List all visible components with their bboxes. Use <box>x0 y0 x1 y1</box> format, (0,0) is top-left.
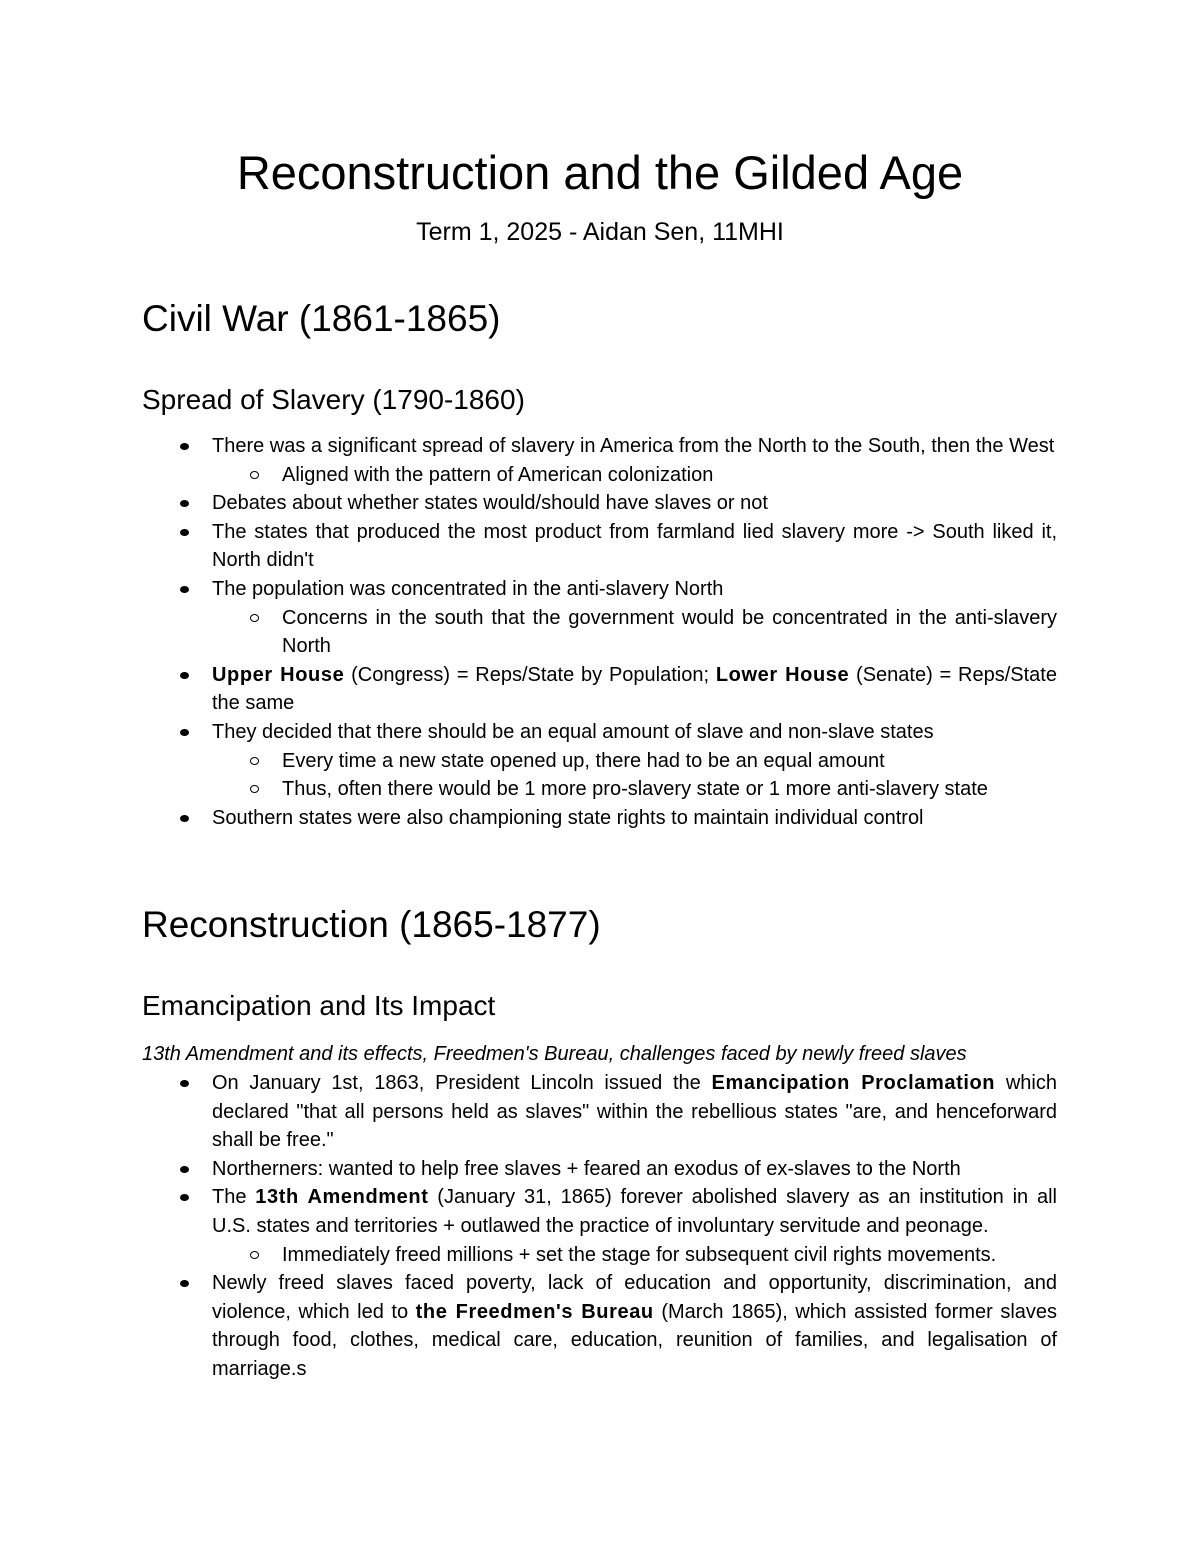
bullet-icon <box>180 1280 189 1287</box>
list-item: Concerns in the south that the government would be concentrated in the anti-slavery North <box>282 604 1057 661</box>
list-item: Southern states were also championing state rights to maintain individual control <box>212 804 1057 833</box>
section-summary: 13th Amendment and its effects, Freedmen's Bureau, challenges faced by newly freed slaves <box>142 1043 967 1065</box>
bullet-icon <box>180 586 189 593</box>
bullet-icon <box>180 500 189 507</box>
term-lower-house: Lower House <box>715 663 850 686</box>
bullet-icon <box>180 443 189 450</box>
emancipation-list <box>0 1069 1200 1384</box>
list-item: There was a significant spread of slavery in America from the North to the South, then the West <box>212 432 1057 461</box>
heading-emancipation: Emancipation and Its Impact <box>142 990 496 1021</box>
list-item: Newly freed slaves faced poverty, lack of education and opportunity, discrimination, and violence, which led to the Freedmen's Bureau (March 1865), which assisted former slaves through food, clothes, medical care, education, reunition of families, and legalisation of marriage.s <box>212 1269 1057 1383</box>
circle-bullet-icon <box>250 1251 259 1259</box>
list-item: Debates about whether states would/should have slaves or not <box>212 489 1057 518</box>
bullet-icon <box>180 1166 189 1173</box>
term-13th-amendment: 13th Amendment <box>255 1186 429 1209</box>
circle-bullet-icon <box>250 785 259 793</box>
circle-bullet-icon <box>250 757 259 765</box>
term-emancipation-proclamation: Emancipation Proclamation <box>711 1072 996 1094</box>
list-item: Thus, often there would be 1 more pro-slavery state or 1 more anti-slavery state <box>282 775 1057 804</box>
heading-spread-of-slavery: Spread of Slavery (1790-1860) <box>142 384 525 415</box>
term-freedmens-bureau: the Freedmen's Bureau <box>415 1300 654 1323</box>
list-item: The population was concentrated in the anti-slavery North <box>212 575 1057 604</box>
list-item: The 13th Amendment (January 31, 1865) forever abolished slavery as an institution in all U.S. states and territories + outlawed the practice of involuntary servitude and peonage. <box>212 1183 1057 1240</box>
list-item: On January 1st, 1863, President Lincoln issued the Emancipation Proclamation which declared "that all persons held as slaves" within the rebellious states "are, and henceforward shall be free." <box>212 1069 1057 1155</box>
list-item: Immediately freed millions + set the stage for subsequent civil rights movements. <box>282 1241 1057 1270</box>
list-item: Northerners: wanted to help free slaves + feared an exodus of ex-slaves to the North <box>212 1155 1057 1184</box>
list-item: They decided that there should be an equal amount of slave and non-slave states <box>212 718 1057 747</box>
circle-bullet-icon <box>250 471 259 479</box>
circle-bullet-icon <box>250 614 259 622</box>
list-item: Upper House (Congress) = Reps/State by Population; Lower House (Senate) = Reps/State the same <box>212 661 1057 718</box>
list-item: Aligned with the pattern of American colonization <box>282 461 1057 490</box>
list-item: Every time a new state opened up, there had to be an equal amount <box>282 747 1057 776</box>
document-subtitle: Term 1, 2025 - Aidan Sen, 11MHI <box>416 218 784 246</box>
bullet-icon <box>180 1194 189 1201</box>
bullet-icon <box>180 1080 189 1087</box>
bullet-icon <box>180 815 189 822</box>
bullet-icon <box>180 672 189 679</box>
term-upper-house: Upper House <box>212 663 345 686</box>
bullet-icon <box>180 729 189 736</box>
heading-reconstruction: Reconstruction (1865-1877) <box>142 904 601 945</box>
spread-of-slavery-list <box>0 432 1200 832</box>
document-title: Reconstruction and the Gilded Age <box>236 146 964 199</box>
list-item: The states that produced the most product from farmland lied slavery more -> South liked it, North didn't <box>212 518 1057 575</box>
bullet-icon <box>180 529 189 536</box>
heading-civil-war: Civil War (1861-1865) <box>142 298 501 339</box>
